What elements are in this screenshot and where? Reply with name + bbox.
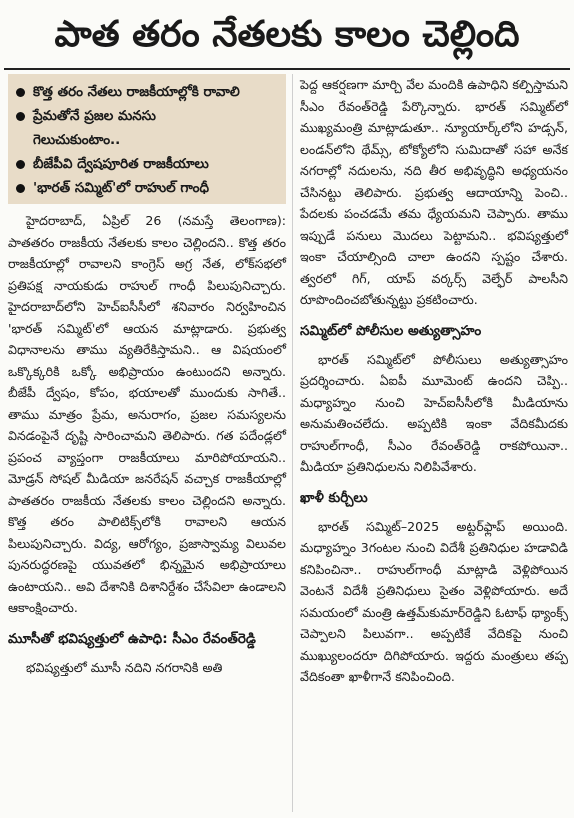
left-column xyxy=(8,74,286,678)
highlight-item: బీజేపీవి ద్వేషపూరిత రాజకీయాలు xyxy=(14,152,280,176)
section-subheading: మూసీతో భవిష్యత్తులో ఉపాధి: సీఎం రేవంత్‌రెడ్డి xyxy=(8,630,256,647)
highlight-item: ప్రేమతోనే ప్రజల మనసు xyxy=(14,104,280,128)
article-paragraph: భారత్ సమ్మిట్‌లో పోలీసులు అత్యుత్సాహం ప్రదర్శించారు. ఏఐపీ మూమెంట్ ఉందని చెప్పి.. మధ్యాహ్నం నుంచి హెచ్‌ఐసీసీలోకి మీడియాను అనుమతించలేదు. అప్పటికి ఇంకా వేదికమీదకు రాహుల్‌గాంధీ, సీఎం రేవంత్‌రెడ్డి రాకపోయినా.. మీడియా ప్రతినిధులను నిలిపివేశారు. xyxy=(300,351,568,474)
highlights-box xyxy=(8,74,286,204)
article-paragraph: భారత్ సమ్మిట్–2025 అట్టర్‌ఫ్లాప్ అయింది. మధ్యాహ్నం 3గంటల నుంచి విదేశీ ప్రతినిధుల హడావిడి కనిపించినా.. రాహుల్‌గాంధీ మాట్లాడి వెళ్లిపోయిన వెంటనే విదేశీ ప్రతినిధులు సైతం వెళ్లిపోయారు. అదే సమయంలో మంత్రి ఉత్తమ్‌కుమార్‌రెడ్డిని ఓటాఫ్ థ్యాంక్స్ చెప్పాలని పిలువగా.. అప్పటికే వేదికపై నుంచి ముఖ్యులందరూ దిగిపోయారు. ఇద్దరు మంత్రులు తప్ప వేదికంతా ఖాళీగానే కనిపించింది. xyxy=(300,518,568,684)
bullet-icon xyxy=(16,160,25,169)
bullet-icon xyxy=(16,184,25,193)
headline: పాత తరం నేతలకు కాలం చెల్లింది xyxy=(54,14,520,55)
headline-rule xyxy=(4,68,570,70)
highlight-continuation: గెలుచుకుంటాం.. xyxy=(33,132,121,148)
article-paragraph: పెద్ద ఆకర్షణగా మార్చి వేల మందికి ఉపాధిని కల్పిస్తామని సీఎం రేవంత్‌రెడ్డి పేర్కొన్నారు. భారత్ సమ్మిట్‌లో ముఖ్యమంత్రి మాట్లాడుతూ.. న్యూయార్క్‌లోని హడ్సన్, లండన్‌లోని థేమ్స్, టోక్యోలోని సుమిదాతో సహా అనేక నగరాల్లో నదులను, నది తీర అభివృద్ధిని అధ్యయనం చేసినట్టు తెలిపారు. ప్రభుత్వ ఆదాయాన్ని పెంచి.. పేదలకు పంచడమే తమ ధ్యేయమని చెప్పారు. తాము ఇప్పుడే పనులు మొదలు పెట్టామని.. భవిష్యత్తులో ఇంకా చేయాల్సింది చాలా ఉందని స్పష్టం చేశారు. త్వరలో గిగ్, యాప్ వర్కర్స్ వెల్ఫేర్ పాలసీని రూపొందించబోతున్నట్టు ప్రకటించారు. xyxy=(300,77,568,307)
bullet-icon xyxy=(16,112,25,121)
right-column xyxy=(300,74,568,688)
section-subheading: సమ్మిట్‌లో పోలీసుల అత్యుత్సాహం xyxy=(300,322,482,339)
section-subheading: ఖాళీ కుర్చీలు xyxy=(300,489,368,506)
column-divider xyxy=(292,74,293,812)
highlight-item: కొత్త తరం నేతలు రాజకీయాల్లోకి రావాలి xyxy=(14,80,280,104)
highlight-item: 'భారత్ సమ్మిట్'లో రాహుల్ గాంధీ xyxy=(14,176,280,200)
bullet-icon xyxy=(16,88,25,97)
article-paragraph: హైదరాబాద్, ఏప్రిల్ 26 (నమస్తే తెలంగాణ): పాతతరం రాజకీయ నేతలకు కాలం చెల్లిందని.. కొత్త తరం రాజకీయాల్లో రావాలని కాంగ్రెస్ అగ్ర నేత, లోక్‌సభలో ప్రతిపక్ష నాయకుడు రాహుల్ గాంధీ పిలుపునిచ్చారు. హైదరాబాద్‌లోని హెచ్‌ఐసీసీలో శనివారం నిర్వహించిన 'భారత్ సమ్మిట్'లో ఆయన మాట్లాడారు. ప్రభుత్వ విధానాలను తాము వ్యతిరేకిస్తామని.. ఆ విషయంలో ఒక్కొక్కరికి ఒక్కో అభిప్రాయం ఉంటుందని అన్నారు. బీజేపీ ద్వేషం, కోపం, భయాలతో ముందుకు సాగితే.. తాము మాత్రం ప్రేమ, అనురాగం, ప్రజల సమస్యలను వినడంపైనే దృష్టి సారించామని తెలిపారు. గత పదేండ్లలో ప్రపంచ వ్యాప్తంగా రాజకీయాలు మారిపోయాయని.. మోడ్రన్ సోషల్ మీడియా జనరేషన్ వచ్చాక రాజకీయాల్లో పాతతరం రాజకీయ నేతలకు కాలం చెల్లిందని అన్నారు. కొత్త తరం పాలిటిక్స్‌లోకి రావాలని ఆయన పిలుపునిచ్చారు. విద్య, ఆరోగ్యం, ప్రజాస్వామ్య విలువల పునరుద్ధరణపై యువతలో భిన్నమైన అభిప్రాయాలు ఉంటాయని.. అవి దేశానికి దిశానిర్దేశం చేసేవిలా ఉండాలని ఆకాంక్షించారు. xyxy=(8,213,286,615)
article-paragraph: భవిష్యత్తులో మూసీ నదిని నగరానికి అతి xyxy=(26,659,223,675)
